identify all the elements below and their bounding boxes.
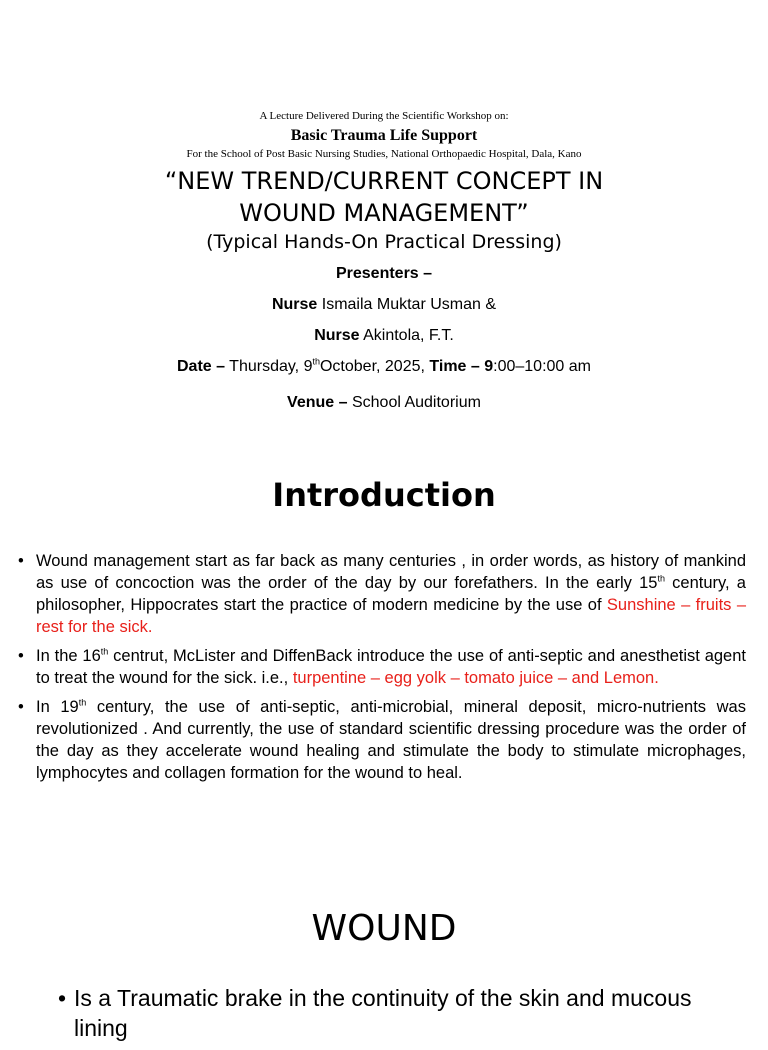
intro-b2-text: In the 16 [36, 647, 101, 665]
date-label: Date – [176, 358, 226, 375]
presenter-2-name: Akintola, F.T. [359, 327, 454, 344]
bullet-icon: • [58, 985, 67, 1011]
intro-b2-sup: th [100, 646, 109, 657]
presenter-1-title: Nurse [271, 296, 318, 313]
introduction-heading: Introduction [272, 476, 496, 514]
presenter-1-name: Ismaila Muktar Usman & [317, 296, 497, 313]
intro-b3-sup: th [78, 697, 87, 708]
intro-b2-highlight: turpentine – egg yolk – tomato juice – and Lemon. [292, 669, 659, 687]
venue-value: School Auditorium [347, 394, 481, 411]
date-sup: th [312, 356, 320, 367]
time-value: :00–10:00 am [493, 358, 591, 375]
wound-heading: WOUND [311, 908, 457, 949]
subtitle: (Typical Hands-On Practical Dressing) [206, 231, 562, 253]
intro-b1-highlight: Sunshine – fruits – rest for the sick. [36, 596, 746, 636]
presenter-1 [0, 296, 768, 314]
presenter-2-title: Nurse [314, 327, 360, 344]
intro-b1-text2: century, a philosopher, Hippocrates start the practice of modern medicine by the use of [36, 574, 746, 614]
bullet-icon: • [18, 552, 24, 570]
intro-b2-text2: centrut, McLister and DiffenBack introduce the use of anti-septic and anesthetist agent to treat the wound for the sick. i.e., [36, 647, 746, 687]
main-title-line1: “NEW TREND/CURRENT CONCEPT IN [164, 167, 604, 195]
venue-line [0, 394, 768, 412]
intro-b3-text: In 19 [36, 698, 79, 716]
lecture-intro-line: A Lecture Delivered During the Scientific Workshop on: [259, 110, 509, 122]
main-title [0, 165, 768, 229]
date-line [0, 358, 768, 376]
venue-label: Venue – [287, 394, 348, 411]
list-item [18, 645, 746, 689]
list-item [58, 983, 738, 1043]
list-item [18, 550, 746, 638]
bullet-icon: • [18, 698, 24, 716]
list-item [18, 696, 746, 784]
intro-b1-text: Wound management start as far back as many centuries , in order words, as history of mankind as use of concoction was the order of the day by our forefathers. In the early 15 [36, 552, 746, 592]
date-day: Thursday, 9 [225, 358, 313, 375]
time-label: Time – 9 [429, 358, 494, 375]
introduction-list [18, 550, 746, 791]
school-line: For the School of Post Basic Nursing Studies, National Orthopaedic Hospital, Dala, Kano [186, 148, 582, 160]
presenters-label: Presenters – [335, 265, 433, 282]
main-title-line2: WOUND MANAGEMENT” [239, 199, 529, 227]
wound-b1-text: Is a Traumatic brake in the continuity of the skin and mucous lining [74, 985, 692, 1041]
bullet-icon: • [18, 647, 24, 665]
course-title: Basic Trauma Life Support [290, 127, 478, 144]
wound-list [58, 983, 738, 1050]
date-rest: October, 2025, [319, 358, 430, 375]
intro-b3-text2: century, the use of anti-septic, anti-microbial, mineral deposit, micro-nutrients was revolutionized . And currently, the use of standard scientific dressing procedure was the order of the day as they accelerate wound healing and stimulate the body to stimulate microphages, lymphocytes and collagen formation for the wound to heal. [36, 698, 746, 782]
intro-b1-sup: th [657, 573, 665, 584]
presenter-2 [0, 327, 768, 345]
